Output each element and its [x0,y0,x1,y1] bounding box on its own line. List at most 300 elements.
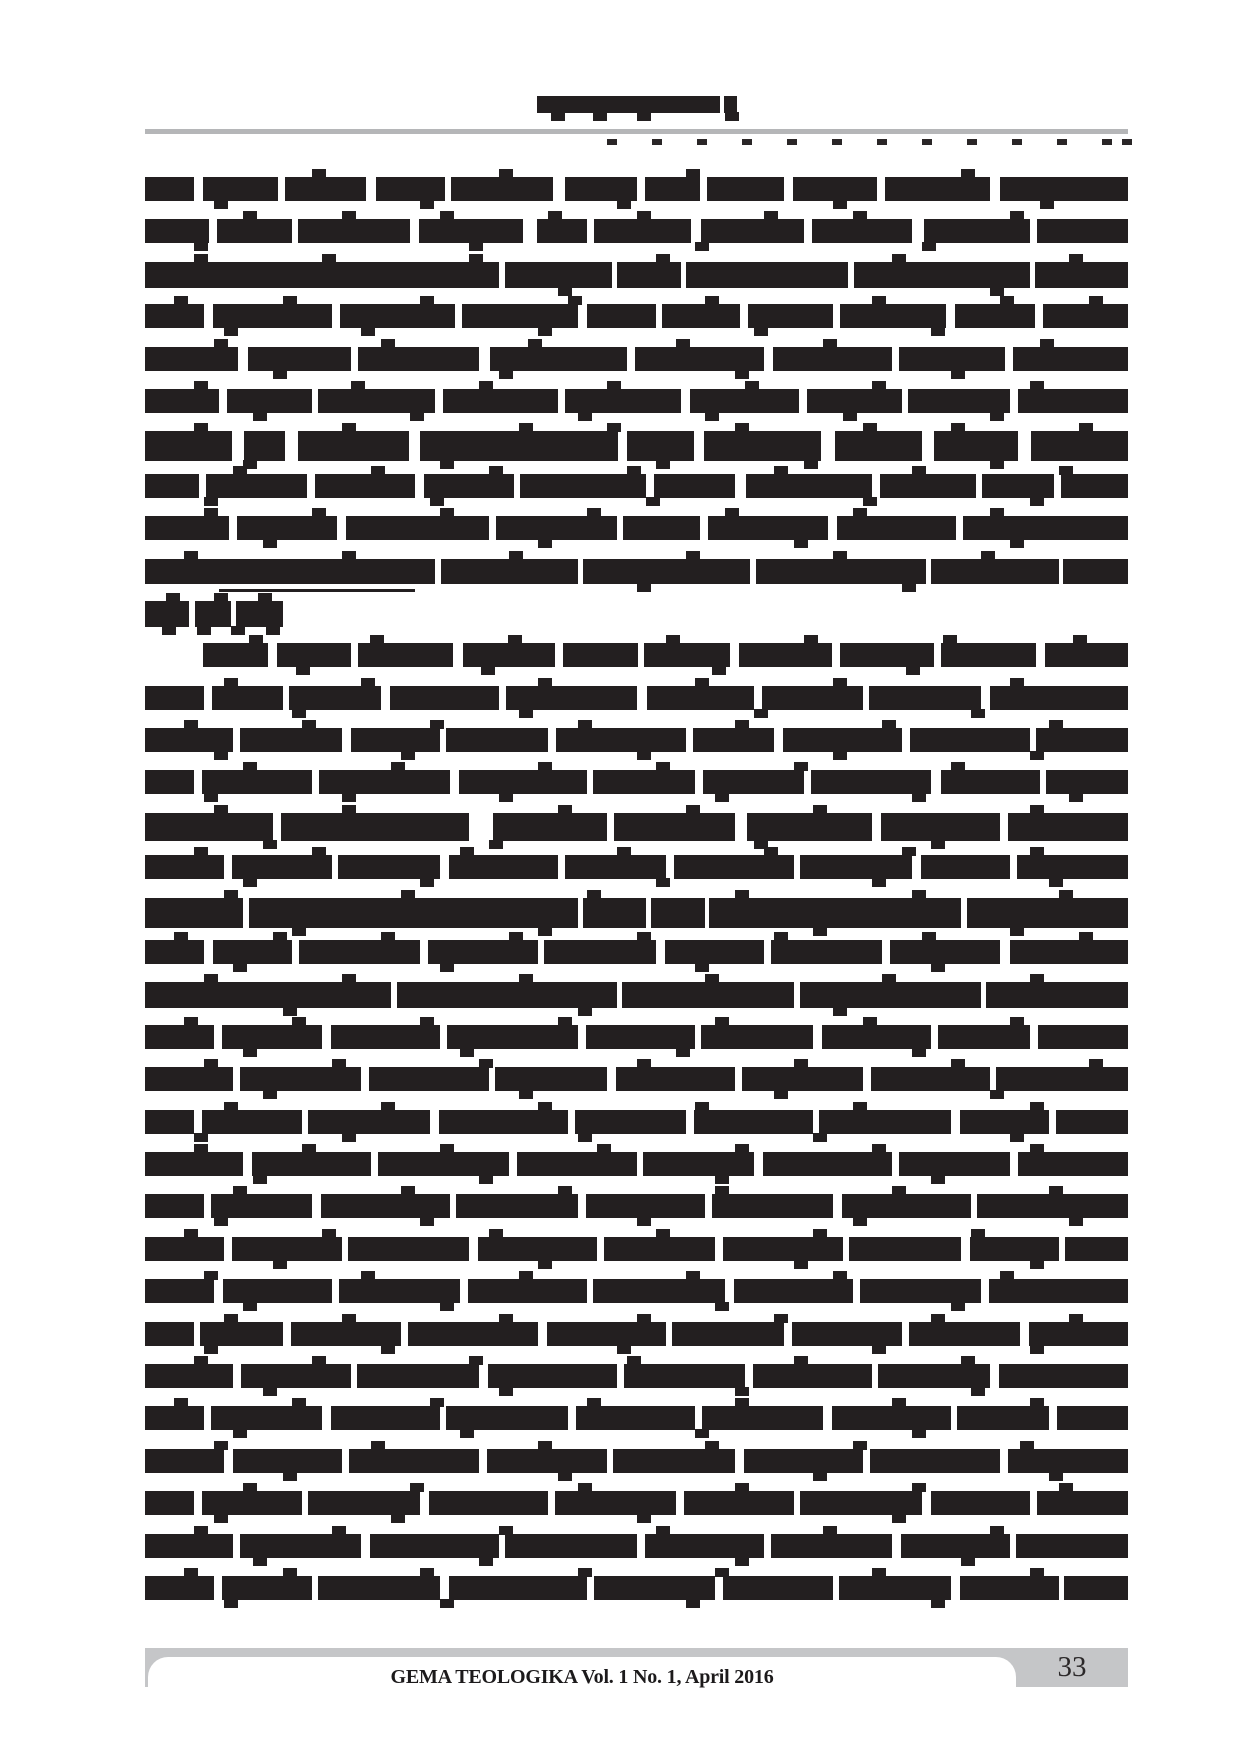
word-gap [548,727,556,753]
ascender-tick [1000,296,1014,305]
ascender-tick [519,423,533,432]
redacted-line [145,508,1128,550]
descender-tick [715,1302,729,1311]
ascender-tick [863,1017,877,1026]
redacted-line-bar [145,728,1128,752]
ascender-tick [174,1398,188,1407]
ascender-tick [361,678,375,687]
word-gap [892,1533,901,1559]
ascender-tick [401,890,415,899]
word-gap [238,346,248,372]
descender-tick [833,200,847,209]
descender-tick [538,539,552,548]
word-gap [204,303,213,329]
word-gap [617,515,623,541]
redacted-line-bar [145,855,1128,879]
ascender-tick [627,1356,641,1365]
redacted-line [145,1229,1128,1271]
word-gap [332,1278,339,1304]
ascender-tick [892,1186,906,1195]
descender-tick [951,1302,965,1311]
descender-tick [283,1007,297,1016]
ascender-tick [568,296,582,305]
ascender-tick [194,254,208,263]
word-gap [194,1109,202,1135]
ascender-tick [1000,1271,1014,1280]
word-gap [523,218,537,244]
descender-tick [754,709,768,718]
word-gap [715,1236,723,1262]
rule-remnant-tick [922,139,932,145]
ascender-tick [499,169,513,178]
ascender-tick [637,1059,651,1068]
ascender-tick [381,339,395,348]
word-gap [578,303,587,329]
word-gap [322,1024,331,1050]
ascender-tick [538,762,552,771]
word-gap [204,685,212,711]
word-gap [656,939,665,965]
word-gap [568,1405,576,1431]
ascender-tick [469,1356,483,1365]
word-gap [1010,854,1017,880]
word-gap [754,685,762,711]
descender-tick [266,626,280,635]
ascender-tick [735,1144,749,1153]
word-gap [784,176,793,202]
descender-tick [990,287,1004,296]
ascender-tick [813,1229,827,1238]
ascender-tick [166,593,180,602]
word-gap [764,939,771,965]
ascender-tick [174,296,188,305]
ascender-tick [440,211,454,220]
word-gap [243,897,249,929]
redacted-line-bar [145,1279,1128,1303]
word-gap [912,854,921,880]
descender-tick [617,1345,631,1354]
ascender-tick [912,890,926,899]
word-gap [637,685,647,711]
word-gap [409,430,420,462]
descender-tick [231,626,245,635]
descender-tick [1069,793,1083,802]
ascender-tick [1010,678,1024,687]
word-gap [410,218,419,244]
redacted-line [145,1059,1128,1101]
word-gap [194,1321,200,1347]
descender-tick [263,1090,277,1099]
ascender-tick [853,211,867,220]
descender-tick [853,1217,867,1226]
descender-tick [469,242,483,251]
word-gap [646,473,654,499]
word-gap [863,685,869,711]
ascender-tick [764,847,778,856]
descender-tick [263,539,277,548]
ascender-tick [774,466,788,475]
word-gap [863,1066,871,1092]
word-gap [961,897,967,929]
ascender-tick [578,1568,592,1577]
descender-tick [637,751,651,760]
ascender-tick [258,593,272,602]
running-header-redacted [537,86,737,126]
descender-tick [197,626,211,635]
word-gap [764,1533,771,1559]
redacted-line [145,1526,1128,1568]
ascender-tick [637,211,651,220]
ascender-tick [538,1102,552,1111]
descender-tick [420,1217,434,1226]
word-gap [931,1024,938,1050]
redacted-line-bar [145,1237,1128,1261]
descender-tick [499,1387,513,1396]
ascender-tick [499,1314,513,1323]
descender-tick [296,666,310,675]
redacted-line [145,1271,1128,1313]
ascender-tick [686,551,700,560]
ascender-tick [735,1483,749,1492]
ascender-tick [519,974,533,983]
word-gap [705,897,709,929]
word-gap [715,1575,723,1601]
ascender-tick [764,211,778,220]
redacted-line-bar [145,1067,1128,1091]
redacted-line [145,1483,1128,1525]
redacted-line [145,847,1128,889]
word-gap [499,1533,505,1559]
word-gap [440,854,449,880]
ascender-tick [243,762,257,771]
ascender-tick [224,1314,238,1323]
underline-mark [219,589,416,592]
descender-tick [479,1175,493,1184]
descender-tick [253,1175,267,1184]
descender-tick [637,1217,651,1226]
word-gap [553,176,565,202]
redacted-line-bar [145,177,1128,201]
redacted-line-bar [145,940,1128,964]
word-gap [440,1575,449,1601]
word-gap [1036,642,1045,668]
redacted-line-bar [145,1194,1128,1218]
word-gap [283,685,289,711]
word-gap [214,1024,222,1050]
word-gap [587,769,593,795]
ascender-tick [863,423,877,432]
ascender-tick [381,1102,395,1111]
descender-tick [961,1557,975,1566]
word-gap [224,1448,233,1474]
word-gap [194,1490,202,1516]
redacted-line-bar [145,431,1128,461]
word-gap [695,1024,701,1050]
ascender-tick [224,890,238,899]
word-gap [804,769,811,795]
ascender-tick [813,805,827,814]
ascender-tick [184,1568,198,1577]
word-gap [951,1575,960,1601]
ascender-tick [194,1356,208,1365]
word-gap [872,812,881,842]
word-gap [872,1363,878,1389]
ascender-tick [322,1229,336,1238]
descender-tick [712,666,726,675]
word-gap [312,769,319,795]
ascender-tick [725,508,739,517]
ascender-tick [922,932,936,941]
descender-tick [538,327,552,336]
ascender-tick [1030,847,1044,856]
rule-remnant-tick [742,139,752,145]
ascender-tick [1010,1017,1024,1026]
word-gap [735,1066,742,1092]
word-gap [366,176,376,202]
word-gap [694,430,704,462]
word-gap [666,854,674,880]
descender-tick [410,412,424,421]
descender-tick [214,751,228,760]
redacted-line-bar [145,262,1128,288]
ascender-tick [794,1059,808,1068]
ascender-tick [1079,423,1093,432]
word-gap [361,1066,369,1092]
ascender-tick [578,720,592,729]
ascender-tick [194,1144,208,1153]
word-gap [587,1278,593,1304]
word-gap [618,430,627,462]
word-gap [268,642,277,668]
word-gap [695,1405,702,1431]
word-gap [361,1533,370,1559]
word-gap [302,1109,308,1135]
ascender-tick [391,762,405,771]
word-gap [981,685,990,711]
word-gap [646,897,651,929]
word-gap [307,473,315,499]
ascender-tick [1030,1568,1044,1577]
word-gap [750,558,756,585]
ascender-tick [686,169,700,178]
word-gap [499,261,505,289]
descender-tick [892,1514,906,1523]
word-gap [420,1490,429,1516]
word-gap [843,1236,849,1262]
descender-tick [1049,1472,1063,1481]
rule-remnant-tick [697,139,707,145]
ascender-tick [342,551,356,560]
ascender-tick [686,1271,700,1280]
ascender-tick [587,508,601,517]
word-gap [902,388,908,414]
redacted-line-bar [145,1152,1128,1176]
ascender-tick [312,847,326,856]
word-gap [656,303,662,329]
ascender-tick [420,296,434,305]
word-gap [833,1575,839,1601]
descender-tick [872,878,886,887]
ascender-tick [666,635,680,644]
word-gap [902,727,910,753]
word-gap [926,558,931,585]
ascender-tick [249,635,263,644]
descender-tick [253,1557,267,1566]
word-gap [322,1405,331,1431]
word-gap [813,1024,822,1050]
word-gap [804,218,812,244]
word-gap [638,642,644,668]
descender-tick [931,1175,945,1184]
descender-tick [931,963,945,972]
ascender-tick [715,1017,729,1026]
ascender-tick [1049,720,1063,729]
descender-tick [481,666,495,675]
word-gap [607,1448,613,1474]
ascender-tick [578,1483,592,1492]
word-gap [990,176,1000,202]
descender-tick [243,878,257,887]
word-gap [597,1236,604,1262]
redacted-line-bar [145,347,1128,371]
ascender-tick [637,1314,651,1323]
descender-tick [263,1387,277,1396]
word-gap [730,642,739,668]
ascender-tick [508,635,522,644]
ascender-tick [509,932,523,941]
ascender-tick [1049,1186,1063,1195]
descender-tick [695,242,709,251]
descender-tick [243,1048,257,1057]
word-gap [1040,769,1046,795]
descender-tick [1010,539,1024,548]
word-gap [700,515,708,541]
descender-tick [342,1133,356,1142]
ascender-tick [214,805,228,814]
ascender-tick [587,890,601,899]
ascender-tick [1059,890,1073,899]
descender-tick [794,1260,808,1269]
redacted-line [145,1102,1128,1144]
word-gap [833,303,840,329]
ascender-tick [558,805,572,814]
ascender-tick [1030,805,1044,814]
redacted-line-bar [145,1406,1128,1430]
ascender-tick [1030,1102,1044,1111]
redacted-line [145,381,1128,423]
word-gap [774,727,783,753]
descender-tick [931,1599,945,1608]
word-gap [351,642,358,668]
page-number: 33 [1057,1651,1087,1683]
ascender-tick [292,1017,306,1026]
ascender-tick [538,1441,552,1450]
redacted-line-bar [145,559,1128,584]
ascender-tick [990,1526,1004,1535]
ascender-tick [381,932,395,941]
ascender-tick [912,466,926,475]
descender-tick [906,666,920,675]
word-gap [233,1533,240,1559]
word-gap [214,1575,222,1601]
word-gap [848,261,854,289]
word-gap [951,1405,957,1431]
descender-tick [253,412,267,421]
word-gap [194,176,203,202]
ascender-tick [273,932,287,941]
descender-tick [479,1557,493,1566]
redacted-line [145,423,1128,465]
word-gap [681,261,686,289]
ascender-tick [1089,296,1103,305]
ascender-tick [204,974,218,983]
word-gap [292,218,298,244]
word-gap [479,1448,487,1474]
redacted-line [145,1441,1128,1483]
ascender-tick [823,339,837,348]
word-gap [1000,1448,1008,1474]
word-gap [351,1363,357,1389]
descender-tick [460,1048,474,1057]
ascender-tick [715,1568,729,1577]
ascender-tick [833,1271,847,1280]
descender-tick [558,1472,572,1481]
redacted-line [145,1568,1128,1610]
word-gap [946,303,955,329]
word-gap [420,939,428,965]
ascender-tick [342,423,356,432]
redacted-line [145,1017,1128,1059]
word-gap [720,95,724,114]
word-gap [1010,388,1018,414]
descender-tick [637,1514,651,1523]
descender-tick [1030,751,1044,760]
descender-tick [1040,200,1054,209]
descender-tick [843,412,857,421]
word-gap [312,388,318,414]
word-gap [990,1363,999,1389]
word-gap [902,1321,909,1347]
redacted-line [145,296,1128,338]
ascender-tick [1079,932,1093,941]
ascender-tick [676,339,690,348]
ascender-tick [912,1483,926,1492]
descender-tick [538,1260,552,1269]
ascender-tick [587,1398,601,1407]
descender-tick [695,963,709,972]
ascender-tick [558,1186,572,1195]
descender-tick [990,412,1004,421]
word-gap [695,769,703,795]
word-gap [882,939,890,965]
redacted-line [145,593,1128,635]
ascender-tick [528,339,542,348]
ascender-tick [194,847,208,856]
ascender-tick [420,1017,434,1026]
descender-tick [499,370,513,379]
ascender-tick [312,169,326,178]
word-gap [430,1109,439,1135]
word-gap [922,1490,931,1516]
ascender-tick [656,254,670,263]
ascender-tick [499,1526,513,1535]
ascender-tick [370,635,384,644]
descender-tick [194,242,208,251]
word-gap [479,1363,488,1389]
word-gap [312,1193,321,1219]
descender-tick [833,1007,847,1016]
ascender-tick [951,423,965,432]
